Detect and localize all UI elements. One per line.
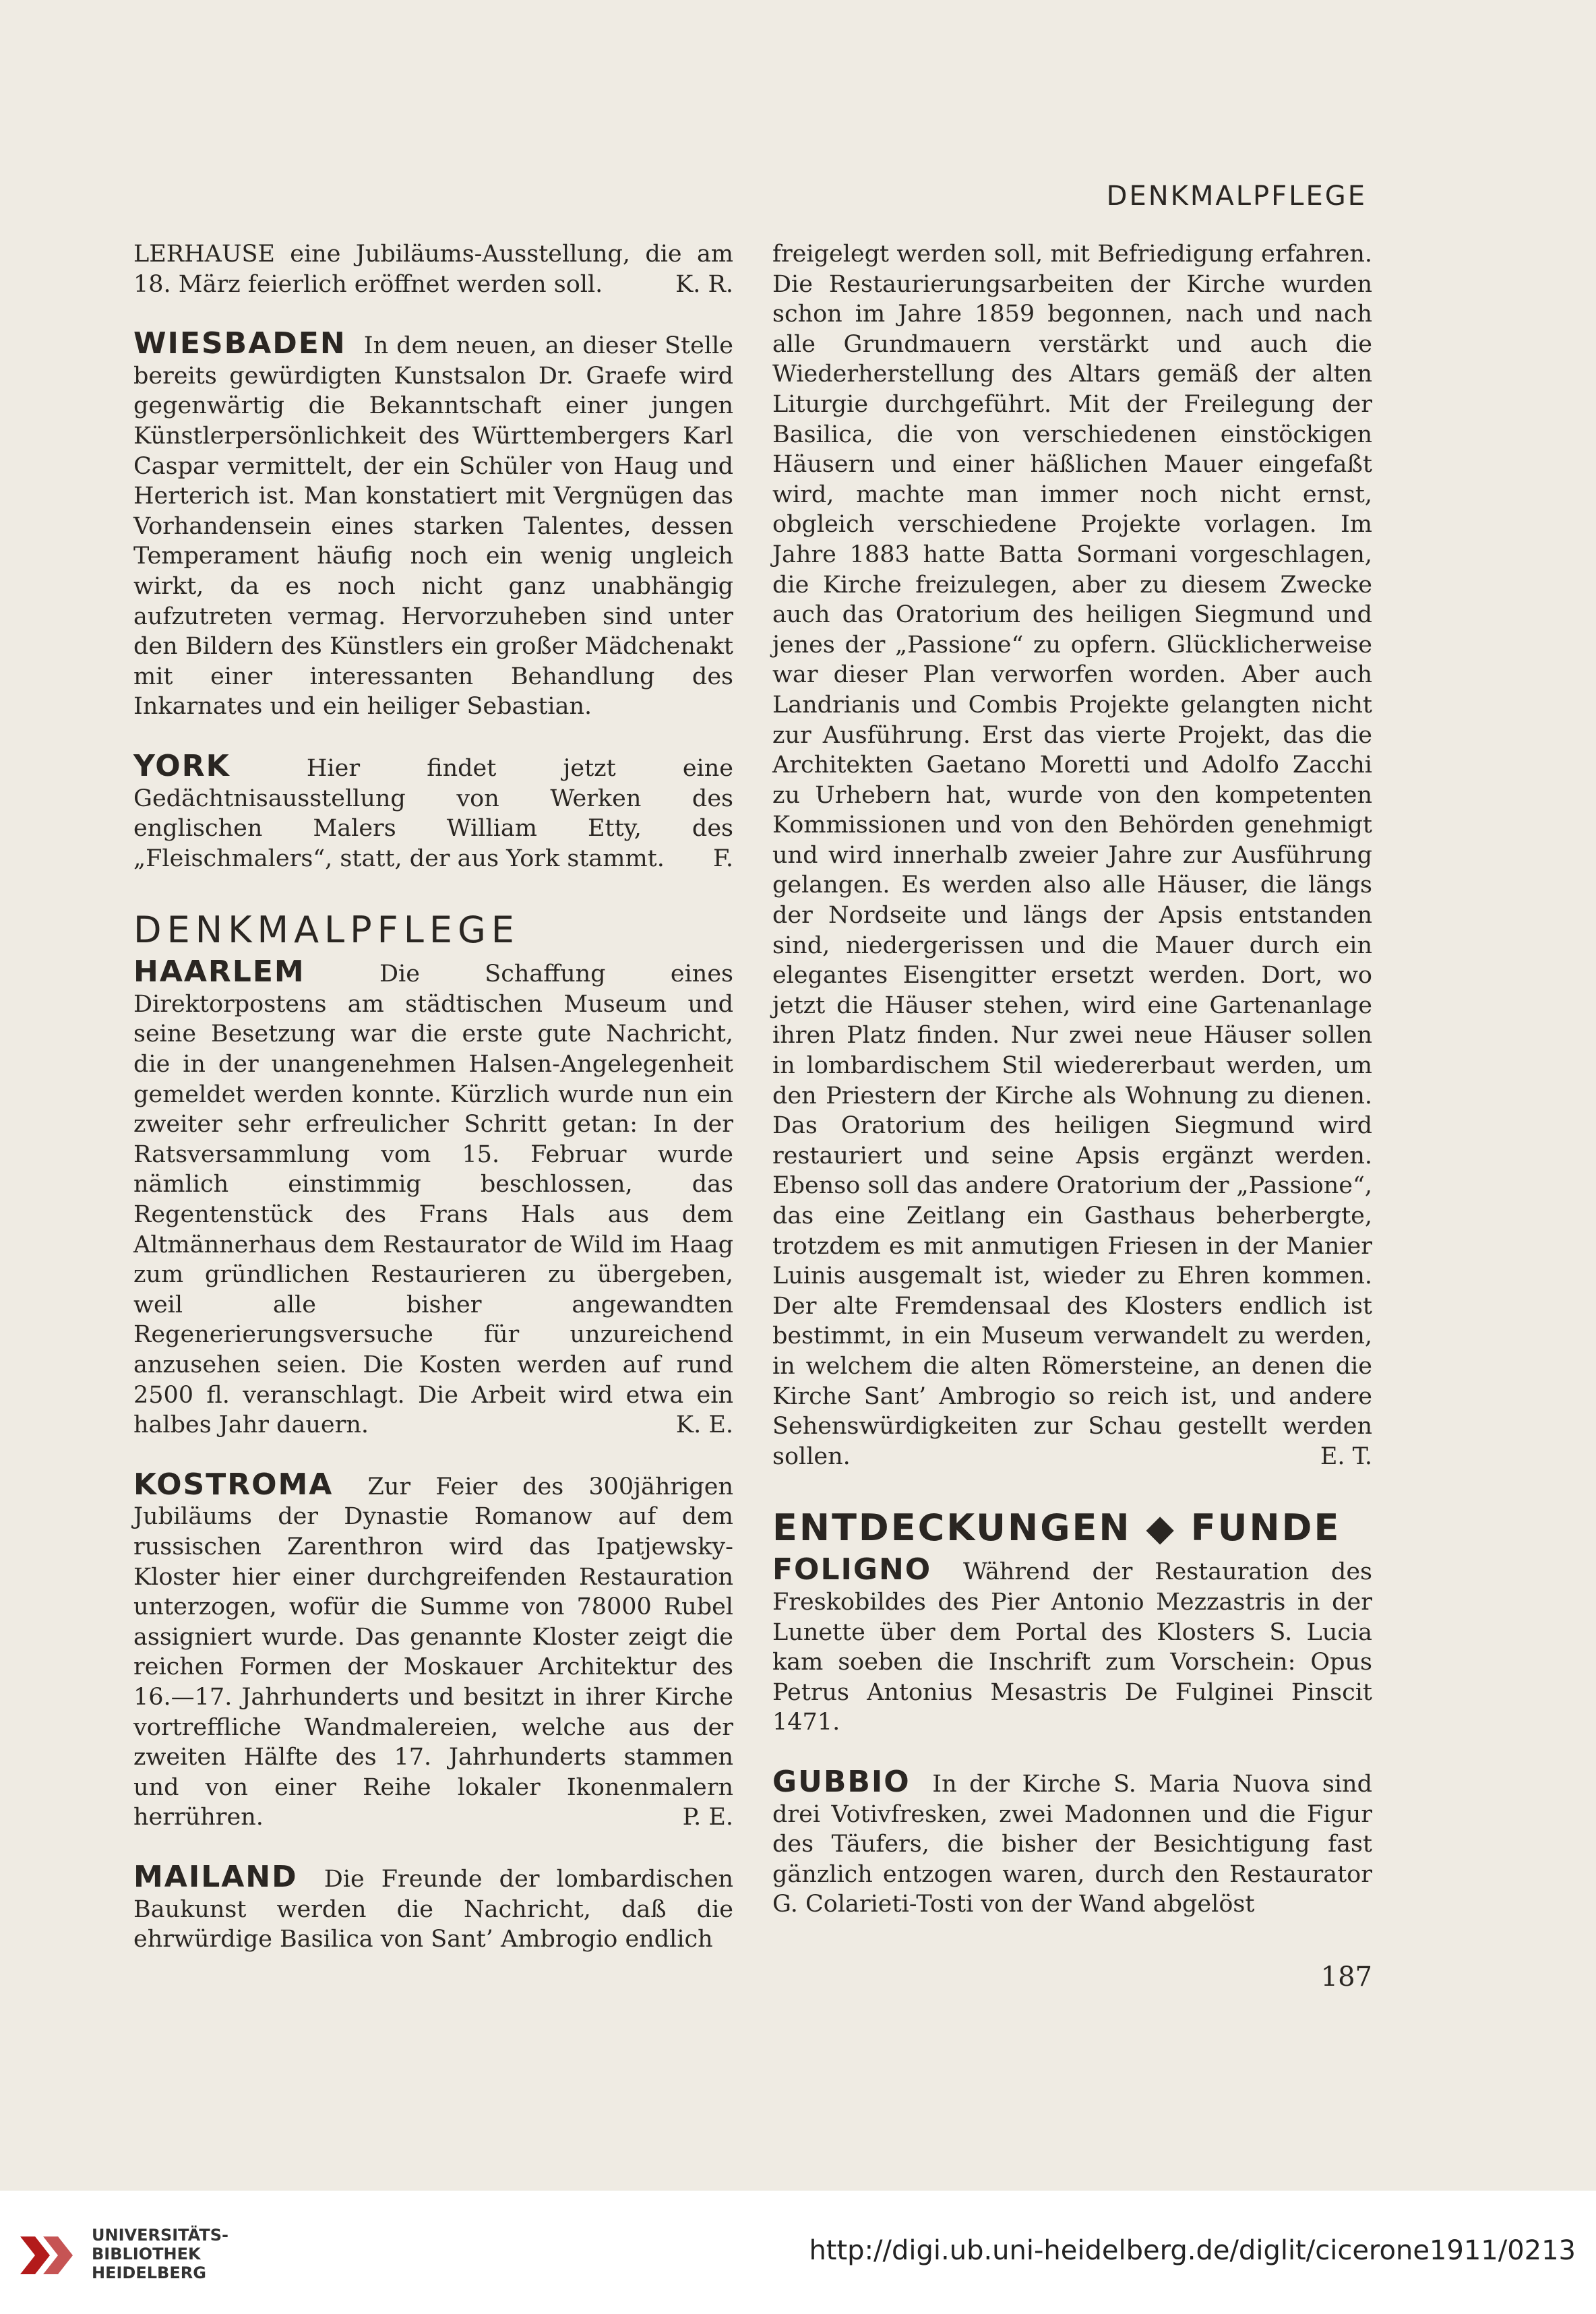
digitization-footer bbox=[0, 2191, 1596, 2314]
author-signature: F. bbox=[713, 845, 733, 872]
article-foligno bbox=[772, 1552, 1372, 1738]
source-url-link[interactable]: http://digi.ub.uni-heidelberg.de/diglit/cicerone1911/0213 bbox=[809, 2235, 1576, 2266]
place-heading: KOSTROMA bbox=[133, 1467, 334, 1502]
library-name-line: BIBLIOTHEK bbox=[92, 2245, 201, 2263]
section-title-entdeckungen-funde: ENTDECKUNGEN ◆ FUNDE bbox=[772, 1506, 1341, 1550]
place-heading: FOLIGNO bbox=[772, 1552, 932, 1587]
place-heading: MAILAND bbox=[133, 1859, 298, 1894]
article-text: Die Schaffung eines Direktorpostens am städtischen Museum und seine Besetzung war die erste gute Nachricht, die in der unangenehmen Halsen-Angelegenheit gemeldet werden konnte. Kürzlich wurde nun ein zweiter sehr erfreulicher Schritt getan: In der Ratsversammlung vom 15. Februar wurde nämlich einstimmig beschlossen, das Regentenstück des Frans Hals aus dem Altmännerhaus dem Restaurator de Wild im Haag zum gründlichen Restaurieren zu übergeben, weil alle bisher angewandten Regenerierungsversuche für unzureichend anzusehen seien. Die Kosten werden auf rund 2500 fl. veranschlagt. Die Arbeit wird etwa ein halbes Jahr dauern. bbox=[133, 961, 733, 1439]
running-head: DENKMALPFLEGE bbox=[1106, 181, 1367, 212]
author-signature: K. R. bbox=[675, 270, 733, 298]
place-heading: WIESBADEN bbox=[133, 326, 346, 361]
library-name bbox=[92, 2226, 228, 2282]
page-number: 187 bbox=[1320, 1961, 1372, 1992]
article-text: LERHAUSE eine Jubiläums-Ausstellung, die am 18. März feierlich eröffnet werden soll. bbox=[133, 241, 733, 298]
author-signature: K. E. bbox=[675, 1411, 733, 1439]
author-signature: E. T. bbox=[1320, 1442, 1372, 1470]
place-heading: YORK bbox=[133, 748, 231, 783]
article-text: Zur Feier des 300jährigen Jubiläums der Dynastie Romanow auf dem russischen Zarenthron wird das Ipatjewsky-Kloster hier einer durchgreifenden Restauration unterzogen, wofür die Summe von 78000 Rubel assigniert wurde. Das genannte Kloster zeigt die reichen Formen der Moskauer Architektur des 16.—17. Jahrhunderts und besitzt in ihrer Kirche vortreffliche Wandmalereien, welche aus der zweiten Hälfte des 17. Jahrhunderts stammen und von einer Reihe lokaler Ikonenmalern herrühren. bbox=[133, 1473, 733, 1831]
place-heading: GUBBIO bbox=[772, 1764, 911, 1799]
article-text: Während der Restauration des Freskobildes des Pier Antonio Mezzastris in der Lunette über dem Portal des Klosters S. Lucia kam soeben die Inschrift zum Vorschein: Opus Petrus Antonius Mesastris De Fulginei Pinscit 1471. bbox=[772, 1558, 1372, 1736]
library-logo-icon bbox=[16, 2223, 81, 2288]
author-signature: P. E. bbox=[682, 1804, 733, 1831]
right-column bbox=[772, 239, 1372, 1920]
article-mailand bbox=[133, 1859, 733, 1955]
article-text: freigelegt werden soll, mit Befriedigung erfahren. Die Restaurierungsarbeiten der Kirche wurden schon im Jahre 1859 begonnen, nach und nach alle Grundmauern verstärkt und auch die Wiederherstellung des Altars gemäß der alten Liturgie durchgeführt. Mit der Freilegung der Basilica, die von verschiedenen einstöckigen Häusern und einer häßlichen Mauer eingefaßt wird, machte man immer noch nicht ernst, obgleich verschiedene Projekte vorlagen. Im Jahre 1883 hatte Batta Sormani vorgeschlagen, die Kirche freizulegen, aber zu diesem Zwecke auch das Oratorium des heiligen Siegmund und jenes der „Passione“ zu opfern. Glücklicherweise war dieser Plan verworfen worden. Aber auch Landrianis und Combis Projekte gelangten nicht zur Ausführung. Erst das vierte Projekt, das die Architekten Gaetano Moretti und Adolfo Zacchi zu Urhebern hat, wurde von den kompetenten Kommissionen und von den Behörden genehmigt und wird innerhalb zweier Jahre zur Ausführung gelangen. Es werden also alle Häuser, die längs der Nordseite und längs der Apsis entstanden sind, niedergerissen und die Mauer durch ein elegantes Eisengitter ersetzt werden. Dort, wo jetzt die Häuser stehen, wird eine Gartenanlage ihren Platz finden. Nur zwei neue Häuser sollen in lombardischem Stil wiedererbaut werden, um den Priestern der Kirche als Wohnung zu dienen. Das Oratorium des heiligen Siegmund wird restauriert und seine Apsis ergänzt werden. Ebenso soll das andere Oratorium der „Passione“, das eine Zeitlang ein Gasthaus beherbergte, trotzdem es mit anmutigen Friesen in der Manier Luinis ausgemalt ist, wieder zu Ehren kommen. Der alte Fremdensaal des Klosters endlich ist bestimmt, in ein Museum verwandelt zu werden, in welchem die alten Römersteine, an denen die Kirche Sant’ Ambrogio so reich ist, und andere Sehenswürdigkeiten zur Schau gestellt werden sollen. bbox=[772, 241, 1372, 1470]
article-kostroma bbox=[133, 1467, 733, 1833]
article-haarlem bbox=[133, 954, 733, 1440]
article-text: In der Kirche S. Maria Nuova sind drei Votivfresken, zwei Madonnen und die Figur des Täufers, die bisher der Besichtigung fast gänzlich entzogen waren, durch den Restaurator G. Colarieti-Tosti von der Wand abgelöst bbox=[772, 1770, 1372, 1918]
article-text: In dem neuen, an dieser Stelle bereits gewürdigten Kunstsalon Dr. Graefe wird gegenwärtig die Bekanntschaft einer jungen Künstlerpersönlichkeit des Württembergers Karl Caspar vermittelt, der ein Schüler von Haug und Herterich ist. Man konstatiert mit Vergnügen das Vorhandensein eines starken Talentes, dessen Temperament häufig noch ein wenig ungleich wirkt, da es noch nicht ganz unabhängig aufzutreten vermag. Hervorzuheben sind unter den Bildern des Künstlers ein großer Mädchenakt mit einer interessanten Behandlung des Inkarnates und ein heiliger Sebastian. bbox=[133, 332, 733, 721]
article-text: Hier findet jetzt eine Gedächtnisausstellung von Werken des englischen Malers William Etty, des „Fleischmalers“, statt, der aus York stammt. bbox=[133, 754, 733, 872]
article-text: Die Freunde der lombardischen Baukunst werden die Nachricht, daß die ehrwürdige Basilica von Sant’ Ambrogio endlich bbox=[133, 1865, 733, 1953]
article-mailand-continued bbox=[772, 239, 1372, 1471]
article-gubbio bbox=[772, 1764, 1372, 1920]
library-name-line: UNIVERSITÄTS- bbox=[92, 2226, 229, 2245]
library-name-line: HEIDELBERG bbox=[92, 2263, 206, 2282]
place-heading: HAARLEM bbox=[133, 954, 305, 989]
article-wiesbaden bbox=[133, 326, 733, 722]
article-york bbox=[133, 748, 733, 874]
article-lerhause bbox=[133, 239, 733, 299]
left-column bbox=[133, 239, 733, 1955]
section-title-denkmalpflege: DENKMALPFLEGE bbox=[133, 909, 520, 952]
